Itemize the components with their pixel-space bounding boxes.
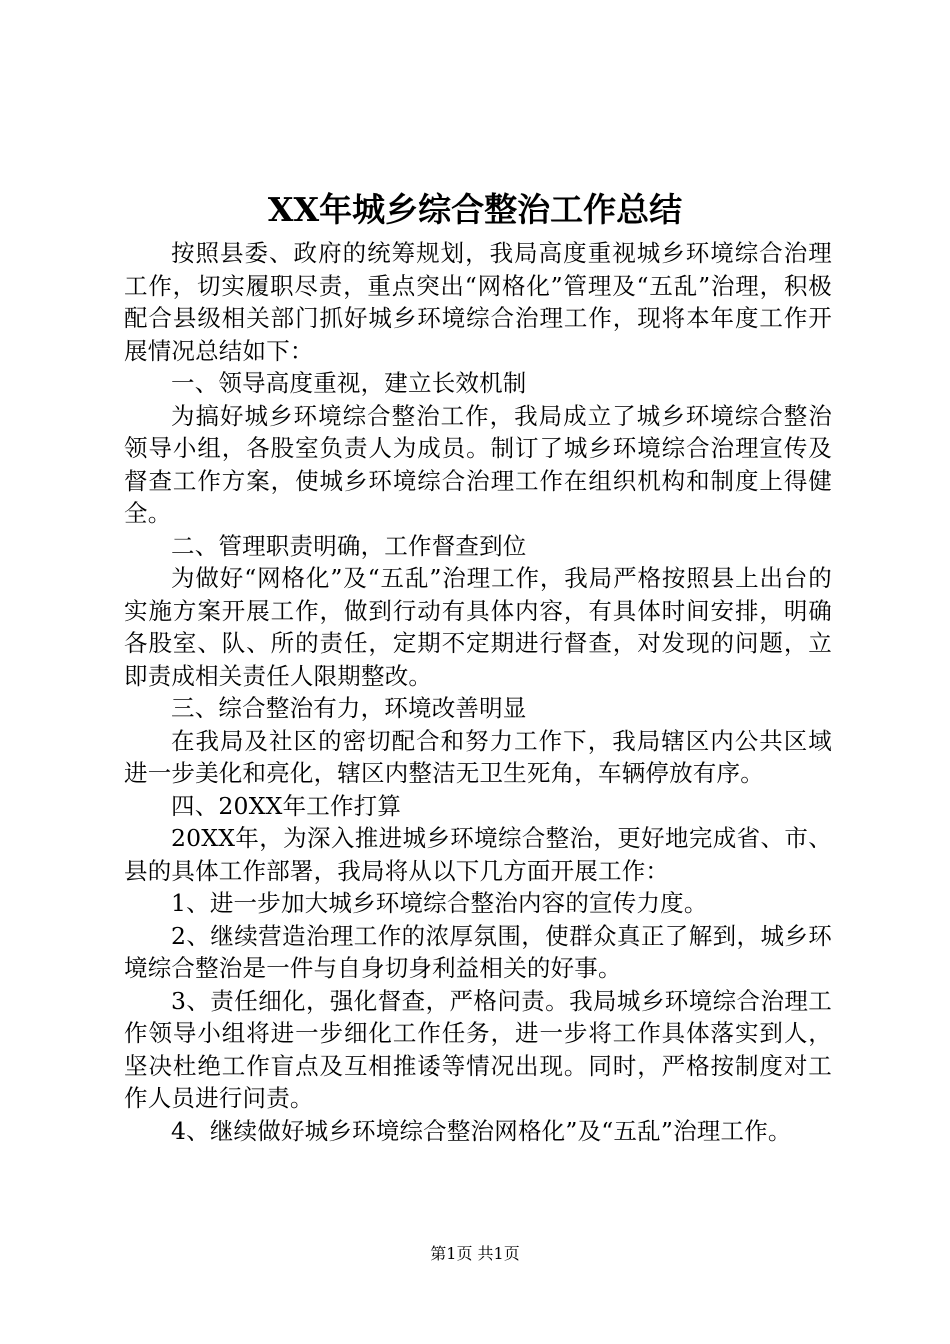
document-body — [124, 237, 832, 1147]
section-heading-2: 二、管理职责明确，工作督查到位 — [171, 531, 527, 560]
section-heading-3: 三、综合整治有力，环境改善明显 — [171, 694, 527, 722]
section-heading-1: 一、领导高度重视，建立长效机制 — [171, 369, 527, 397]
document-title: XX年城乡综合整治工作总结 — [267, 190, 683, 229]
section-1-paragraph: 为搞好城乡环境综合整治工作，我局成立了城乡环境综合整治领导小组，各股室负责人为成员。制订了城乡环境综合治理宣传及督查工作方案，使城乡环境综合治理工作在组织机构和制度上得健全。 — [124, 401, 832, 527]
section-4-paragraph: 20XX年，为深入推进城乡环境综合整治，更好地完成省、市、县的具体工作部署，我局将从以下几方面开展工作： — [124, 824, 832, 885]
section-3-paragraph: 在我局及社区的密切配合和努力工作下，我局辖区内公共区域进一步美化和亮化，辖区内整洁无卫生死角，车辆停放有序。 — [124, 726, 832, 787]
intro-paragraph: 按照县委、政府的统筹规划，我局高度重视城乡环境综合治理工作，切实履职尽责，重点突出“网格化”管理及“五乱”治理，积极配合县级相关部门抓好城乡环境综合治理工作，现将本年度工作开展情况总结如下： — [124, 239, 832, 365]
section-2-paragraph: 为做好“网格化”及“五乱”治理工作，我局严格按照县上出台的实施方案开展工作，做到行动有具体内容，有具体时间安排，明确各股室、队、所的责任，定期不定期进行督查，对发现的问题，立即责成相关责任人限期整改。 — [124, 564, 832, 690]
section-heading-4: 四、20XX年工作打算 — [171, 791, 402, 820]
page-number-footer: 第1页 共1页 — [430, 1244, 520, 1263]
plan-item-2: 2、继续营造治理工作的浓厚氛围，使群众真正了解到，城乡环境综合整治是一件与自身切身利益相关的好事。 — [124, 921, 832, 982]
plan-item-1: 1、进一步加大城乡环境综合整治内容的宣传力度。 — [171, 889, 708, 917]
plan-item-3: 3、责任细化，强化督查，严格问责。我局城乡环境综合治理工作领导小组将进一步细化工作任务，进一步将工作具体落实到人，坚决杜绝工作盲点及互相推诿等情况出现。同时，严格按制度对工作人员进行问责。 — [124, 986, 832, 1112]
plan-item-4: 4、继续做好城乡环境综合整治网格化”及“五乱”治理工作。 — [171, 1116, 792, 1145]
